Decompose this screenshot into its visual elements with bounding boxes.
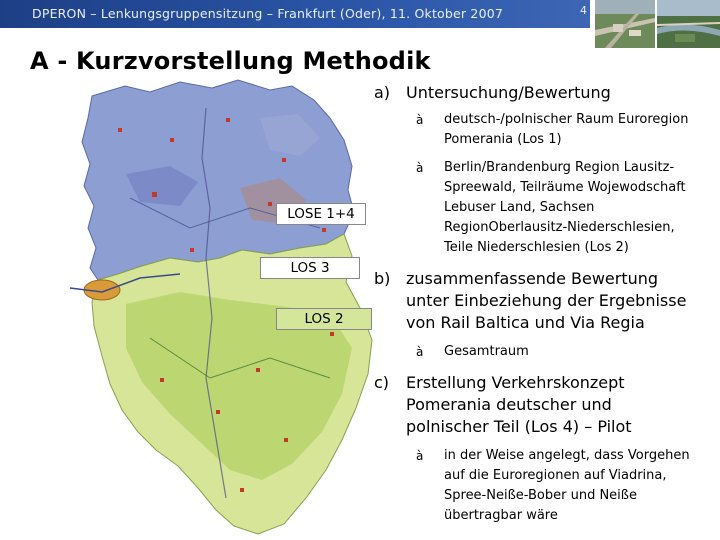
item-line: RegionOberlausitz-Niederschlesien, <box>444 220 675 235</box>
section-c-line: polnischer Teil (Los 4) – Pilot <box>406 417 632 436</box>
section-b-line: von Rail Baltica und Via Regia <box>406 313 645 332</box>
item-line: in der Weise angelegt, dass Vorgehen <box>444 448 690 463</box>
section-c-marker: c) <box>374 373 390 392</box>
item-line: übertragbar wäre <box>444 508 558 523</box>
section-b-line: unter Einbeziehung der Ergebnisse <box>406 291 687 310</box>
section-c-line: Pomerania deutscher und <box>406 395 612 414</box>
map-label-los-2: LOS 2 <box>276 308 372 330</box>
item-line: Teile Niederschlesien (Los 2) <box>444 240 629 255</box>
map-label-lose-1-4: LOSE 1+4 <box>276 203 366 225</box>
arrow-bullet-icon: à <box>416 345 424 359</box>
section-a-heading: Untersuchung/Bewertung <box>406 83 611 102</box>
item-line: Gesamtraum <box>444 344 529 359</box>
arrow-bullet-icon: à <box>416 161 424 175</box>
slide-number: 4 <box>580 4 587 17</box>
item-line: Berlin/Brandenburg Region Lausitz- <box>444 160 675 175</box>
section-a <box>374 82 714 104</box>
item-line: auf die Euroregionen auf Viadrina, <box>444 468 667 483</box>
map-graphic <box>30 78 375 536</box>
section-b-marker: b) <box>374 269 391 288</box>
slide-title: A - Kurzvorstellung Methodik <box>30 47 431 75</box>
item-line: deutsch-/polnischer Raum Euroregion <box>444 112 689 127</box>
item-line: Spree-Neiße-Bober und Neiße <box>444 488 637 503</box>
arrow-bullet-icon: à <box>416 113 424 127</box>
header-title: DPERON – Lenkungsgruppensitzung – Frankfurt (Oder), 11. Oktober 2007 <box>32 6 504 21</box>
item-line: Lebuser Land, Sachsen <box>444 200 595 215</box>
item-line: Spreewald, Teilräume Wojewodschaft <box>444 180 686 195</box>
section-c <box>374 372 714 438</box>
region-map <box>30 78 375 536</box>
section-c-line: Erstellung Verkehrskonzept <box>406 373 625 392</box>
map-label-los-3: LOS 3 <box>260 257 360 279</box>
section-b <box>374 268 714 334</box>
section-b-line: zusammenfassende Bewertung <box>406 269 659 288</box>
arrow-bullet-icon: à <box>416 449 424 463</box>
content-list <box>372 0 720 540</box>
item-line: Pomerania (Los 1) <box>444 132 562 147</box>
section-a-marker: a) <box>374 83 391 102</box>
